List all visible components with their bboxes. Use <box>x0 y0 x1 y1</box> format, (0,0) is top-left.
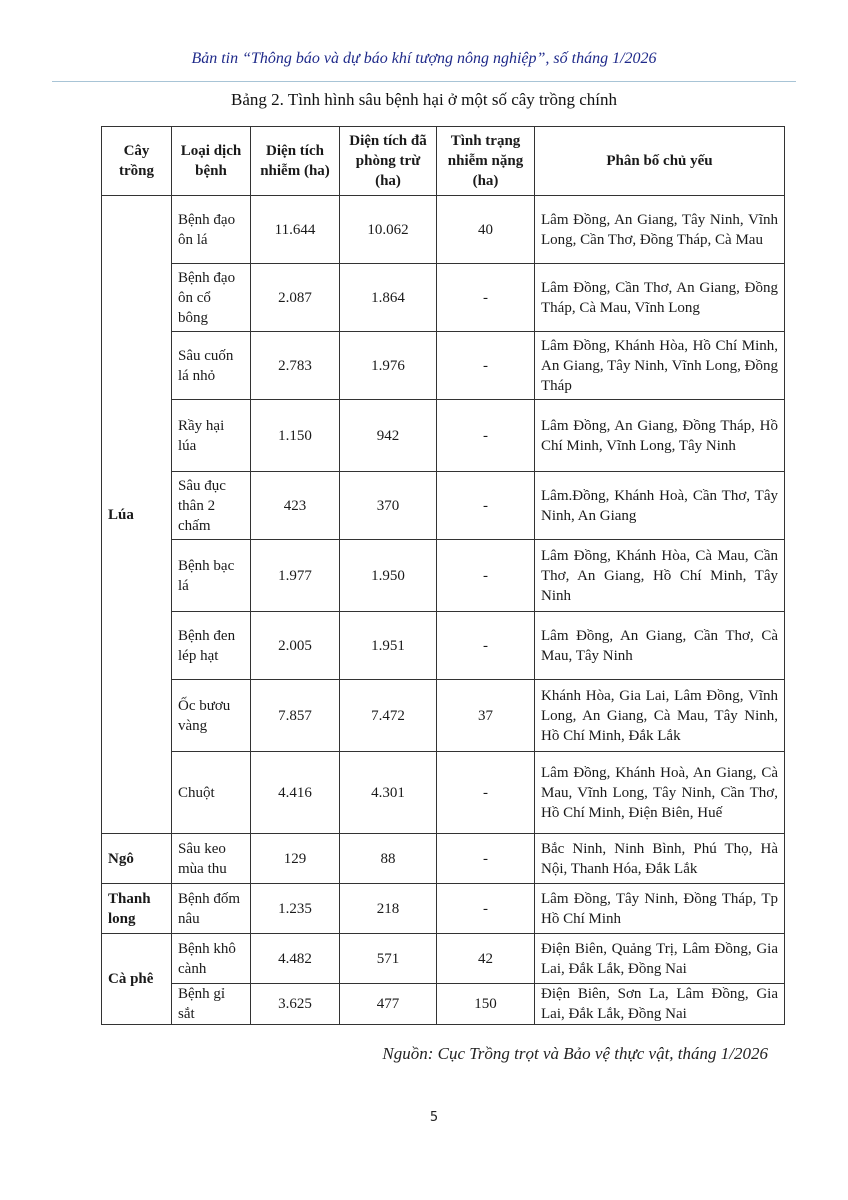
table-row <box>102 834 785 884</box>
cell-pest-type: Ốc bươu vàng <box>172 680 251 752</box>
cell-infected-area: 4.416 <box>251 752 340 834</box>
cell-pest-type: Chuột <box>172 752 251 834</box>
bulletin-header-title: Bản tin “Thông báo và dự báo khí tượng nông nghiệp”, số tháng 1/2026 <box>191 50 657 67</box>
cell-distribution: Bắc Ninh, Ninh Bình, Phú Thọ, Hà Nội, Thanh Hóa, Đắk Lắk <box>535 834 785 884</box>
cell-infected-area: 2.005 <box>251 612 340 680</box>
table-header-row <box>102 127 785 196</box>
table-row <box>102 540 785 612</box>
cell-infected-area: 4.482 <box>251 934 340 984</box>
cell-treated-area: 1.950 <box>340 540 437 612</box>
cell-treated-area: 4.301 <box>340 752 437 834</box>
cell-pest-type: Sâu đục thân 2 chấm <box>172 472 251 540</box>
cell-distribution: Lâm Đồng, Khánh Hòa, Cà Mau, Cần Thơ, An Giang, Hồ Chí Minh, Tây Ninh <box>535 540 785 612</box>
table-row <box>102 984 785 1025</box>
column-header-distribution: Phân bố chủ yếu <box>535 127 785 196</box>
cell-treated-area: 1.864 <box>340 264 437 332</box>
column-header-pest-type: Loại dịch bệnh <box>172 127 251 196</box>
cell-infected-area: 1.150 <box>251 400 340 472</box>
column-header-crop: Cây trồng <box>102 127 172 196</box>
cell-crop: Cà phê <box>102 934 172 1025</box>
column-header-treated-area: Diện tích đã phòng trừ (ha) <box>340 127 437 196</box>
cell-infected-area: 11.644 <box>251 196 340 264</box>
table-row <box>102 332 785 400</box>
cell-severe-area: 42 <box>437 934 535 984</box>
cell-infected-area: 7.857 <box>251 680 340 752</box>
table-row <box>102 884 785 934</box>
header-divider <box>52 81 796 82</box>
cell-severe-area: - <box>437 400 535 472</box>
cell-pest-type: Bệnh đạo ôn cổ bông <box>172 264 251 332</box>
cell-infected-area: 1.235 <box>251 884 340 934</box>
column-header-infected-area: Diện tích nhiễm (ha) <box>251 127 340 196</box>
table-row <box>102 612 785 680</box>
cell-pest-type: Bệnh đốm nâu <box>172 884 251 934</box>
table-row <box>102 264 785 332</box>
cell-crop: Lúa <box>102 196 172 834</box>
cell-distribution: Lâm Đồng, An Giang, Cần Thơ, Cà Mau, Tây Ninh <box>535 612 785 680</box>
table-row <box>102 934 785 984</box>
cell-pest-type: Bệnh gỉ sắt <box>172 984 251 1025</box>
cell-treated-area: 370 <box>340 472 437 540</box>
cell-severe-area: - <box>437 834 535 884</box>
cell-distribution: Lâm Đồng, Khánh Hòa, Hồ Chí Minh, An Giang, Tây Ninh, Vĩnh Long, Đồng Tháp <box>535 332 785 400</box>
cell-pest-type: Bệnh khô cành <box>172 934 251 984</box>
cell-severe-area: - <box>437 472 535 540</box>
cell-crop: Thanh long <box>102 884 172 934</box>
cell-distribution: Khánh Hòa, Gia Lai, Lâm Đồng, Vĩnh Long, An Giang, Cà Mau, Tây Ninh, Hồ Chí Minh, Đắk Lắk <box>535 680 785 752</box>
cell-treated-area: 88 <box>340 834 437 884</box>
cell-treated-area: 1.976 <box>340 332 437 400</box>
column-header-severe-area: Tình trạng nhiễm nặng (ha) <box>437 127 535 196</box>
cell-distribution: Lâm Đồng, Cần Thơ, An Giang, Đồng Tháp, Cà Mau, Vĩnh Long <box>535 264 785 332</box>
cell-pest-type: Sâu cuốn lá nhỏ <box>172 332 251 400</box>
table-row <box>102 196 785 264</box>
cell-infected-area: 423 <box>251 472 340 540</box>
cell-severe-area: - <box>437 752 535 834</box>
cell-infected-area: 129 <box>251 834 340 884</box>
cell-pest-type: Bệnh đạo ôn lá <box>172 196 251 264</box>
cell-treated-area: 10.062 <box>340 196 437 264</box>
page-number: 5 <box>429 1110 439 1125</box>
cell-pest-type: Rầy hại lúa <box>172 400 251 472</box>
cell-severe-area: 150 <box>437 984 535 1025</box>
table-row <box>102 400 785 472</box>
cell-infected-area: 2.783 <box>251 332 340 400</box>
table-row <box>102 472 785 540</box>
cell-treated-area: 571 <box>340 934 437 984</box>
cell-distribution: Lâm Đồng, An Giang, Đồng Tháp, Hồ Chí Minh, Vĩnh Long, Tây Ninh <box>535 400 785 472</box>
cell-distribution: Điện Biên, Quảng Trị, Lâm Đồng, Gia Lai, Đắk Lắk, Đồng Nai <box>535 934 785 984</box>
cell-distribution: Điện Biên, Sơn La, Lâm Đồng, Gia Lai, Đắk Lắk, Đồng Nai <box>535 984 785 1025</box>
cell-treated-area: 942 <box>340 400 437 472</box>
cell-distribution: Lâm Đồng, Tây Ninh, Đồng Tháp, Tp Hồ Chí Minh <box>535 884 785 934</box>
cell-infected-area: 3.625 <box>251 984 340 1025</box>
pest-disease-table <box>101 126 785 1025</box>
table-row <box>102 680 785 752</box>
cell-distribution: Lâm.Đồng, Khánh Hoà, Cần Thơ, Tây Ninh, An Giang <box>535 472 785 540</box>
cell-crop: Ngô <box>102 834 172 884</box>
cell-severe-area: 37 <box>437 680 535 752</box>
cell-pest-type: Bệnh bạc lá <box>172 540 251 612</box>
table-row <box>102 752 785 834</box>
cell-distribution: Lâm Đồng, An Giang, Tây Ninh, Vĩnh Long, Cần Thơ, Đồng Tháp, Cà Mau <box>535 196 785 264</box>
cell-severe-area: - <box>437 264 535 332</box>
cell-severe-area: 40 <box>437 196 535 264</box>
cell-distribution: Lâm Đồng, Khánh Hoà, An Giang, Cà Mau, Vĩnh Long, Tây Ninh, Cần Thơ, Hồ Chí Minh, Điện Biên, Huế <box>535 752 785 834</box>
table-body <box>102 196 785 1025</box>
cell-treated-area: 7.472 <box>340 680 437 752</box>
cell-severe-area: - <box>437 540 535 612</box>
cell-treated-area: 1.951 <box>340 612 437 680</box>
cell-severe-area: - <box>437 332 535 400</box>
cell-treated-area: 477 <box>340 984 437 1025</box>
cell-severe-area: - <box>437 612 535 680</box>
table-caption: Bảng 2. Tình hình sâu bệnh hại ở một số cây trồng chính <box>231 90 617 109</box>
cell-infected-area: 2.087 <box>251 264 340 332</box>
cell-pest-type: Sâu keo mùa thu <box>172 834 251 884</box>
cell-pest-type: Bệnh đen lép hạt <box>172 612 251 680</box>
cell-severe-area: - <box>437 884 535 934</box>
cell-treated-area: 218 <box>340 884 437 934</box>
cell-infected-area: 1.977 <box>251 540 340 612</box>
source-note: Nguồn: Cục Trồng trọt và Bảo vệ thực vật, tháng 1/2026 <box>382 1044 768 1063</box>
